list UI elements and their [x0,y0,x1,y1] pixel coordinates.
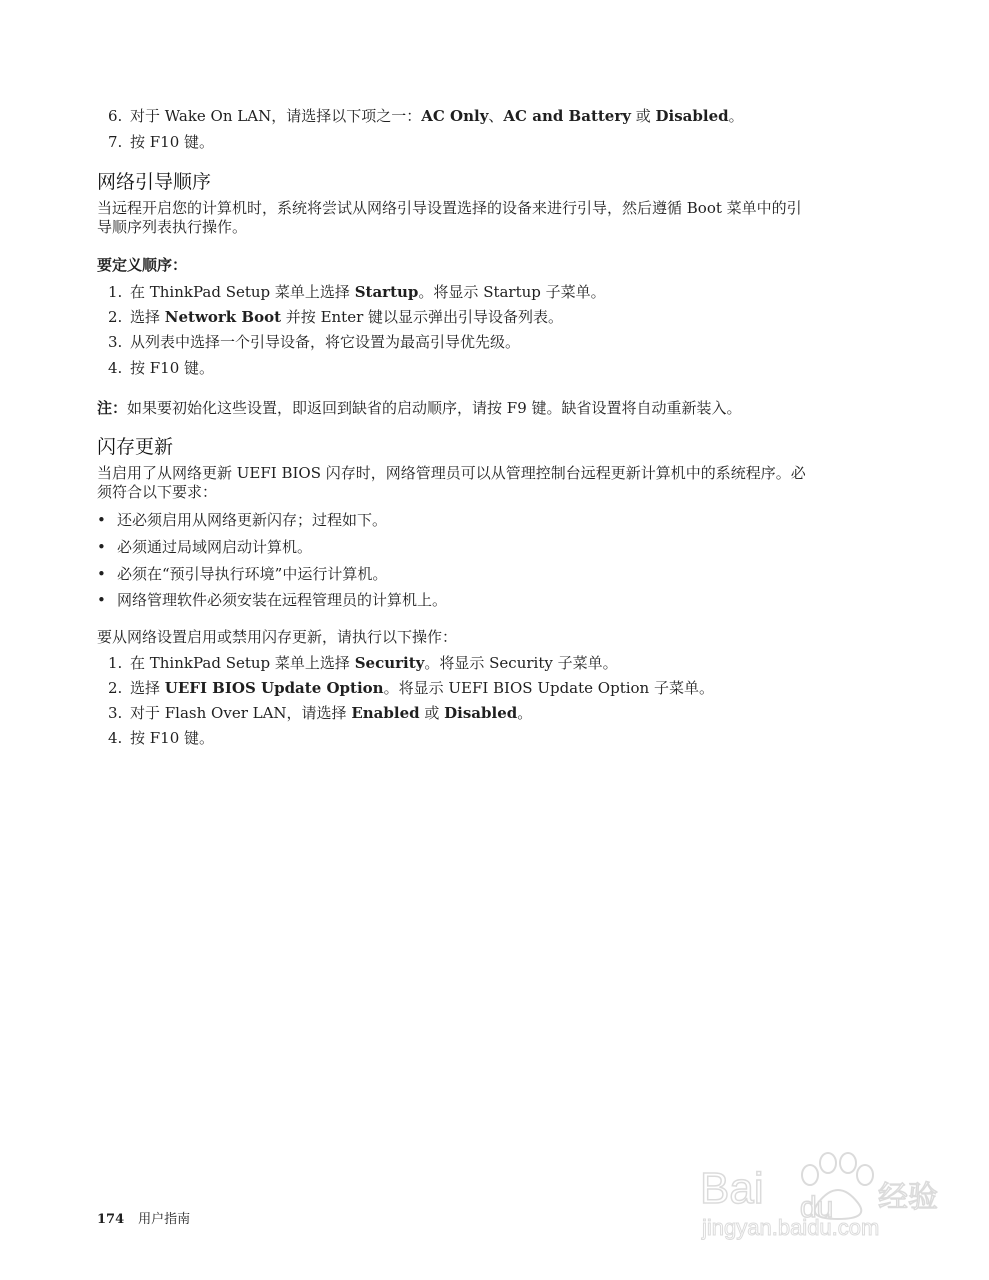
watermark-url: jingyan.baidu.com [702,1215,880,1240]
page-footer [97,1208,190,1227]
bullet-item: • 必须在“预引导执行环境”中运行计算机。 [97,565,388,583]
heading-flash-update: 闪存更新 [97,436,174,458]
flash-step-3: 3. 对于 Flash Over LAN，请选择 Enabled 或 Disabled。 [108,704,533,722]
bullet-icon: • [97,511,106,529]
flash-step-2: 2. 选择 UEFI BIOS Update Option。将显示 UEFI BIOS Update Option 子菜单。 [108,679,714,697]
flash-step-1: 1. 在 ThinkPad Setup 菜单上选择 Security。将显示 Security 子菜单。 [108,654,618,672]
step-7: 7. 按 F10 键。 [108,133,215,151]
note: 注：如果要初始化这些设置，即返回到缺省的启动顺序，请按 F9 键。缺省设置将自动重新装入。 [97,399,742,417]
watermark-brand-du: du [800,1191,834,1224]
step-3: 3. 从列表中选择一个引导设备，将它设置为最高引导优先级。 [108,333,521,351]
subheading-define-order: 要定义顺序： [97,256,188,274]
page-number: 174 [97,1212,125,1227]
watermark-cn: 经验 [878,1180,938,1215]
flash-intro-line-1: 当启用了从网络更新 UEFI BIOS 闪存时，网络管理员可以从管理控制台远程更新计算机中的系统程序。必 [97,464,806,482]
bullet-item: • 必须通过局域网启动计算机。 [97,538,313,556]
flash-step-4: 4. 按 F10 键。 [108,729,215,747]
step-4: 4. 按 F10 键。 [108,359,215,377]
intro-line-2: 导顺序列表执行操作。 [97,218,248,236]
step-6: 6. 对于 Wake On LAN，请选择以下项之一：AC Only、AC and Battery 或 Disabled。 [108,107,744,125]
step-1: 1. 在 ThinkPad Setup 菜单上选择 Startup。将显示 Startup 子菜单。 [108,283,606,301]
bullet-item: • 还必须启用从网络更新闪存；过程如下。 [97,511,388,529]
footer-title: 用户指南 [138,1212,191,1227]
heading-network-boot-order: 网络引导顺序 [97,171,212,193]
bullet-item: • 网络管理软件必须安装在远程管理员的计算机上。 [97,591,448,609]
note-label: 注： [97,399,128,417]
intro-line-1: 当远程开启您的计算机时，系统将尝试从网络引导设置选择的设备来进行引导，然后遵循 Boot 菜单中的引 [97,199,802,217]
watermark-brand: Bai [700,1164,764,1213]
flash-intro-line-2: 须符合以下要求： [97,483,218,501]
paw-icon [700,1135,960,1245]
step-2: 2. 选择 Network Boot 并按 Enter 键以显示弹出引导设备列表。 [108,308,564,326]
procedure-intro: 要从网络设置启用或禁用闪存更新，请执行以下操作： [97,628,458,646]
bullet-icon: • [97,591,106,609]
bullet-icon: • [97,538,106,556]
baidu-watermark [700,1135,960,1245]
bullet-icon: • [97,565,106,583]
